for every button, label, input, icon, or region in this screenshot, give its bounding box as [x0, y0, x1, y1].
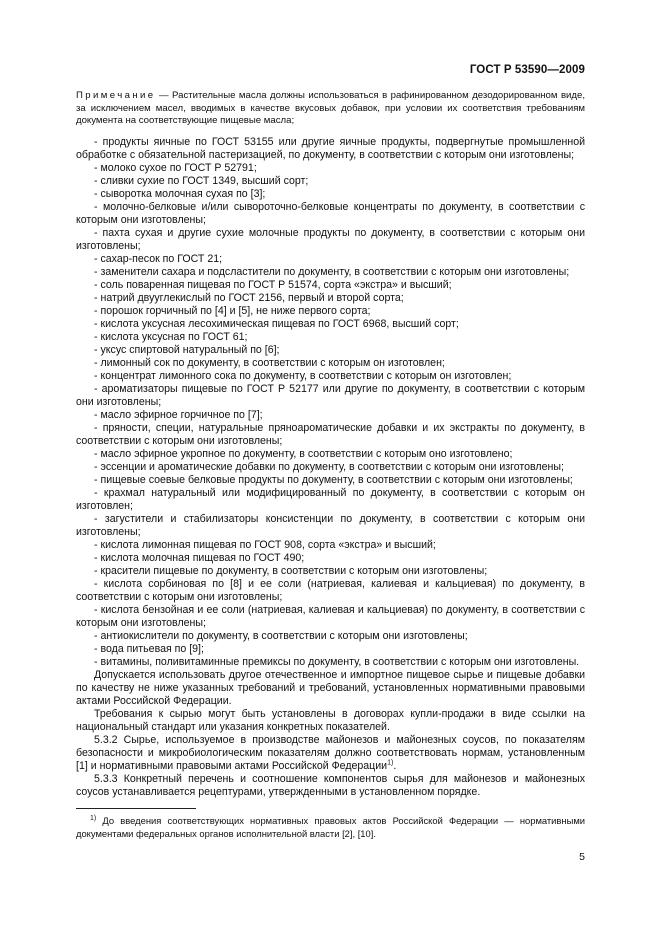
body-text — [76, 136, 585, 799]
paragraph: - молочно-белковые и/или сывороточно-белковые концентраты по документу, в соответствии с которым они изготовлены; — [76, 200, 585, 226]
main-content — [76, 90, 585, 799]
paragraph-5-3-2-end: . — [393, 759, 397, 772]
document-code: ГОСТ Р 53590—2009 — [469, 64, 585, 76]
footnote-area — [76, 808, 585, 840]
paragraph: Допускается использовать другое отечественное и импортное пищевое сырье и пищевые добавки по качеству не ниже указанных требований и требований, установленных нормативными правовыми актами Российской Федерации. — [76, 668, 585, 707]
paragraph: - кислота сорбиновая по [8] и ее соли (натриевая, калиевая и кальциевая) по документу, в соответствии с которым они изготовлены; — [76, 577, 585, 603]
paragraph: - продукты яичные по ГОСТ 53155 или другие яичные продукты, подвергнутые промышленной обработке с обязательной пастеризацией, по документу, в соответствии с которым они изготовлены; — [76, 135, 585, 161]
paragraph: - масло эфирное горчичное по [7]; — [94, 408, 263, 421]
paragraph: - витамины, поливитаминные премиксы по документу, в соответствии с которым они изготовлены. — [94, 655, 580, 668]
paragraph: - сахар-песок по ГОСТ 21; — [94, 252, 223, 265]
paragraph: - сливки сухие по ГОСТ 1349, высший сорт; — [94, 174, 309, 187]
paragraph: - кислота уксусная лесохимическая пищевая по ГОСТ 6968, высший сорт; — [94, 317, 459, 330]
paragraph: - кислота бензойная и ее соли (натриевая, калиевая и кальциевая) по документу, в соответствии с которым они изготовлены; — [76, 603, 585, 629]
paragraph: - пряности, специи, натуральные пряноароматические добавки и их экстракты по документу, в соответствии с которым они изготовлены; — [76, 421, 585, 447]
paragraph: - загустители и стабилизаторы консистенции по документу, в соответствии с которым они изготовлены; — [76, 512, 585, 538]
paragraph: - пищевые соевые белковые продукты по документу, в соответствии с которым они изготовлены; — [94, 473, 573, 486]
note-prefix: Примечание — [76, 90, 156, 101]
paragraph: - порошок горчичный по [4] и [5], не ниже первого сорта; — [94, 304, 371, 317]
paragraph: - лимонный сок по документу, в соответствии с которым он изготовлен; — [94, 356, 445, 369]
paragraph-5-3-2 — [76, 734, 585, 773]
note-text: — Растительные масла должны использоваться в рафинированном дезодорированном виде, за исключением масел, вводимых в качестве вкусовых добавок, при условии их соответствия требованиям документа на соответствующие пищевые масла; — [76, 90, 585, 127]
paragraph: - заменители сахара и подсластители по документу, в соответствии с которым они изготовлены; — [94, 265, 570, 278]
paragraph: - крахмал натуральный или модифицированный по документу, в соответствии с которым он изготовлен; — [76, 486, 585, 512]
paragraph-5-3-3: 5.3.3 Конкретный перечень и соотношение компонентов сырья для майонезов и майонезных соусов устанавливается рецептурами, утвержденными в установленном порядке. — [76, 772, 585, 798]
footnote — [76, 815, 585, 840]
paragraph: - масло эфирное укропное по документу, в соответствии с которым оно изготовлено; — [94, 447, 513, 460]
paragraph: - уксус спиртовой натуральный по [6]; — [94, 343, 280, 356]
paragraph: - молоко сухое по ГОСТ Р 52791; — [94, 161, 257, 174]
paragraph: - антиокислители по документу, в соответствии с которым они изготовлены; — [94, 629, 468, 642]
paragraph: - соль поваренная пищевая по ГОСТ Р 51574, сорта «экстра» и высший; — [94, 278, 452, 291]
paragraph: - ароматизаторы пищевые по ГОСТ Р 52177 или другие по документу, в соответствии с которым они изготовлены; — [76, 382, 585, 408]
paragraph: - кислота лимонная пищевая по ГОСТ 908, сорта «экстра» и высший; — [94, 538, 436, 551]
paragraph: - эссенции и ароматические добавки по документу, в соответствии с которым они изготовлены; — [94, 460, 564, 473]
footnote-ref: 1) — [387, 759, 394, 767]
paragraph-5-3-2-text: 5.3.2 Сырье, используемое в производстве майонезов и майонезных соусов, по показателям безопасности и микробиологическим показателям должно соответствовать нормам, установленным [1] и нормативными правовыми актами Российской Федерации — [76, 733, 585, 772]
paragraph: - вода питьевая по [9]; — [94, 642, 204, 655]
paragraph: - кислота молочная пищевая по ГОСТ 490; — [94, 551, 305, 564]
paragraph: - сыворотка молочная сухая по [3]; — [94, 187, 266, 200]
footnote-text: До введения соответствующих нормативных правовых актов Российской Федерации — нормативными документами федеральных органов исполнительной власти [2], [10]. — [76, 815, 586, 839]
paragraph: - пахта сухая и другие сухие молочные продукты по документу, в соответствии с которым они изготовлены; — [76, 226, 585, 252]
paragraph: - концентрат лимонного сока по документу, в соответствии с которым он изготовлен; — [94, 369, 512, 382]
footnote-mark: 1) — [90, 814, 97, 822]
note — [76, 90, 585, 128]
page-number: 5 — [579, 851, 585, 863]
paragraph: Требования к сырью могут быть установлены в договорах купли-продажи в виде ссылки на национальный стандарт или указания конкретных показателей. — [76, 707, 585, 733]
footnote-divider — [76, 808, 196, 809]
paragraph: - кислота уксусная по ГОСТ 61; — [94, 330, 248, 343]
paragraph: - красители пищевые по документу, в соответствии с которым они изготовлены; — [94, 564, 488, 577]
paragraph: - натрий двууглекислый по ГОСТ 2156, первый и второй сорта; — [94, 291, 404, 304]
